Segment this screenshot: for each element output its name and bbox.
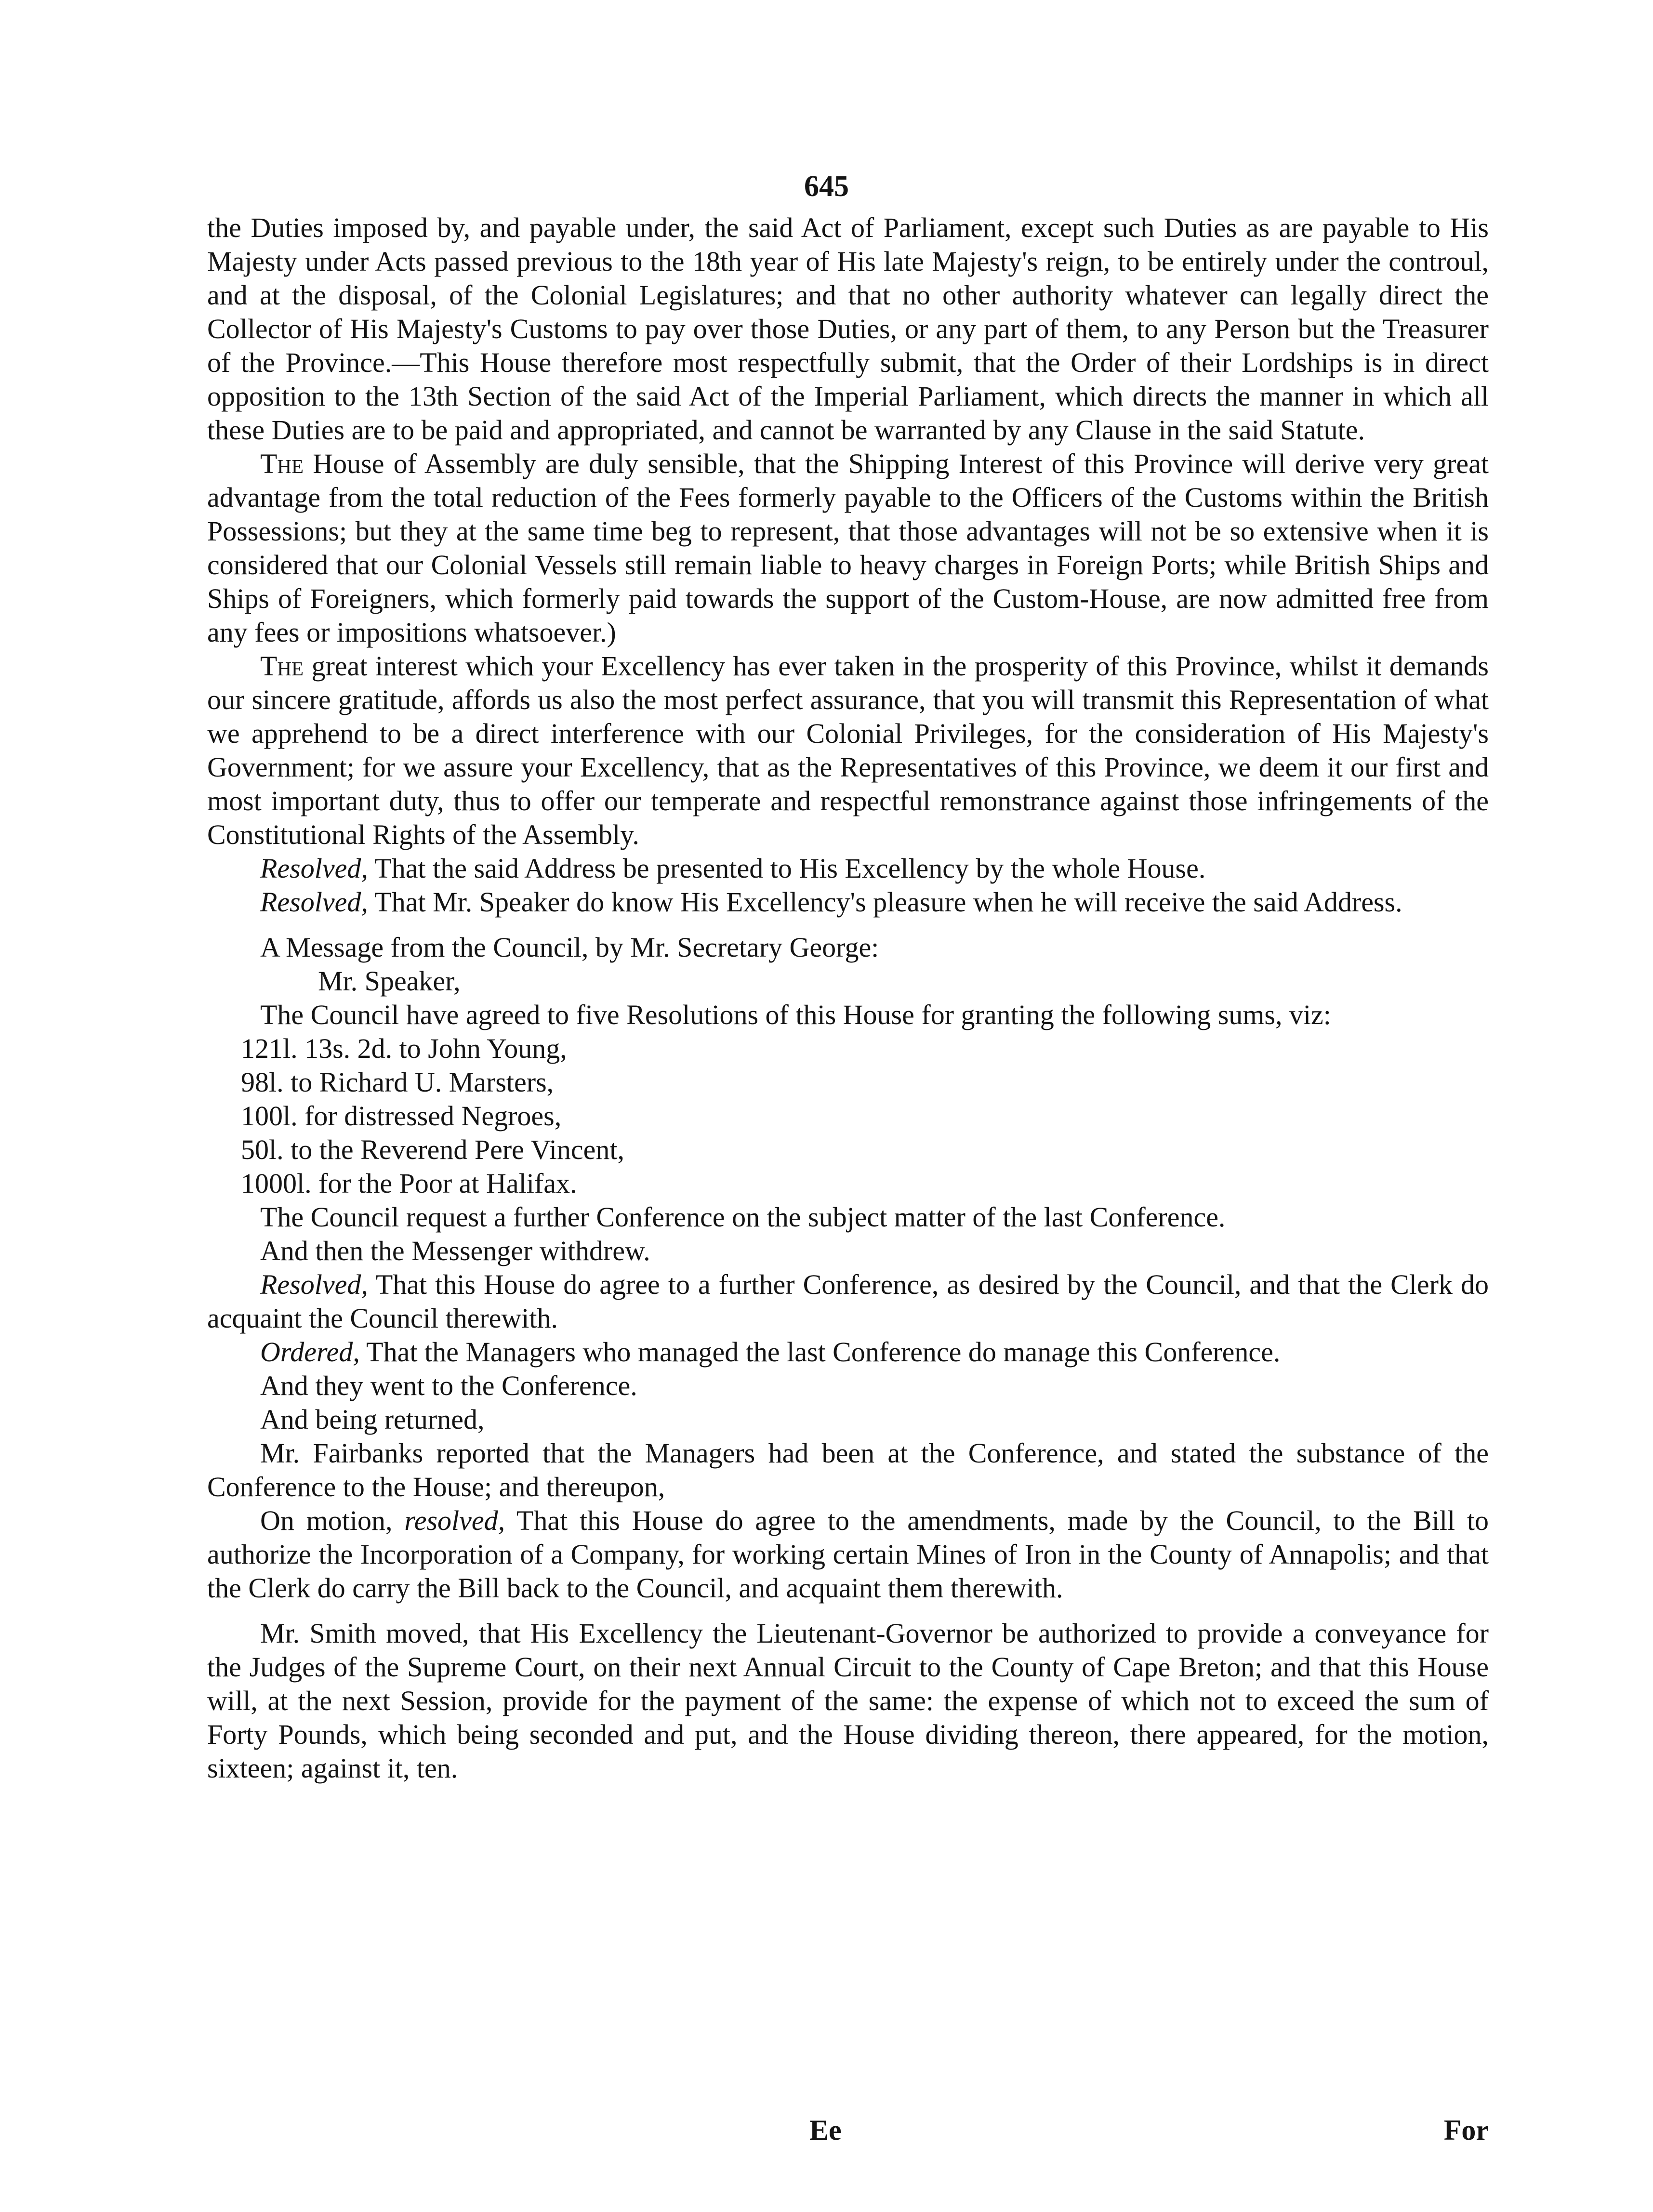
signature-mark: Ee xyxy=(809,2114,842,2146)
being-returned: And being returned, xyxy=(260,1404,485,1435)
body-text xyxy=(207,211,1489,1785)
speaker-salutation: Mr. Speaker, xyxy=(318,965,461,997)
resolution-speaker-pleasure: Resolved, That Mr. Speaker do know His Excellency's pleasure when he will receive the said Address. xyxy=(260,886,1402,918)
council-message-heading: A Message from the Council, by Mr. Secretary George: xyxy=(260,932,879,963)
paragraph-shipping-interest: The House of Assembly are duly sensible, that the Shipping Interest of this Province will derive very great advantage from the total reduction of the Fees formerly payable to the Officers of the Customs within the British Possessions; but they at the same time beg to represent, that those advantages will not be so extensive when it is considered that our Colonial Vessels still remain liable to heavy charges in Foreign Ports; while British Ships and Ships of Foreigners, which formerly paid towards the support of the Custom-House, are now admitted free from any fees or impositions whatsoever.) xyxy=(207,448,1489,648)
messenger-withdrew: And then the Messenger withdrew. xyxy=(260,1235,650,1266)
grant-item: 98l. to Richard U. Marsters, xyxy=(241,1066,554,1098)
grant-item: 121l. 13s. 2d. to John Young, xyxy=(241,1033,567,1064)
grant-item: 50l. to the Reverend Pere Vincent, xyxy=(241,1134,624,1165)
page-footer xyxy=(207,2114,1489,2152)
grant-item: 100l. for distressed Negroes, xyxy=(241,1100,562,1132)
order-managers: Ordered, That the Managers who managed the last Conference do manage this Conference. xyxy=(260,1336,1281,1368)
fairbanks-report: Mr. Fairbanks reported that the Managers had been at the Conference, and stated the substance of the Conference to the House; and thereupon, xyxy=(207,1437,1489,1502)
resolution-present-address: Resolved, That the said Address be presented to His Excellency by the whole House. xyxy=(260,853,1206,884)
resolution-further-conference: Resolved, That this House do agree to a further Conference, as desired by the Council, and that the Clerk do acquaint the Council therewith. xyxy=(207,1269,1489,1334)
page-number: 645 xyxy=(804,170,849,203)
resolution-iron-mines-bill: On motion, resolved, That this House do agree to the amendments, made by the Council, to the Bill to authorize the Incorporation of a Company, for working certain Mines of Iron in the County of Annapolis; and that the Clerk do carry the Bill back to the Council, and acquaint them therewith. xyxy=(207,1505,1489,1604)
went-to-conference: And they went to the Conference. xyxy=(260,1370,637,1401)
council-resolutions: The Council have agreed to five Resolutions of this House for granting the following sums, viz: xyxy=(260,999,1331,1030)
catchword: For xyxy=(1443,2114,1489,2146)
smith-motion-conveyance: Mr. Smith moved, that His Excellency the Lieutenant-Governor be authorized to provide a conveyance for the Judges of the Supreme Court, on their next Annual Circuit to the County of Cape Breton; and that this House will, at the next Session, provide for the payment of the same: the expense of which not to exceed the sum of Forty Pounds, which being seconded and put, and the House dividing thereon, there appeared, for the motion, sixteen; against it, ten. xyxy=(207,1618,1489,1784)
grant-item: 1000l. for the Poor at Halifax. xyxy=(241,1168,577,1199)
council-conference-request: The Council request a further Conference on the subject matter of the last Conference. xyxy=(260,1201,1226,1233)
paragraph-excellency-interest: The great interest which your Excellency has ever taken in the prosperity of this Province, whilst it demands our sincere gratitude, affords us also the most perfect assurance, that you will transmit this Representation of what we apprehend to be a direct interference with our Colonial Privileges, for the consideration of His Majesty's Government; for we assure your Excellency, that as the Representatives of this Province, we deem it our first and most important duty, thus to offer our temperate and respectful remonstrance against those infringements of the Constitutional Rights of the Assembly. xyxy=(207,650,1489,850)
paragraph-duties: the Duties imposed by, and payable under, the said Act of Parliament, except such Duties as are payable to His Majesty under Acts passed previous to the 18th year of His late Majesty's reign, to be entirely under the controul, and at the disposal, of the Colonial Legislatures; and that no other authority whatever can legally direct the Collector of His Majesty's Customs to pay over those Duties, or any part of them, to any Person but the Treasurer of the Province.—This House therefore most respectfully submit, that the Order of their Lordships is in direct opposition to the 13th Section of the said Act of the Imperial Parliament, which directs the manner in which all these Duties are to be paid and appropriated, and cannot be warranted by any Clause in the said Statute. xyxy=(207,212,1489,446)
